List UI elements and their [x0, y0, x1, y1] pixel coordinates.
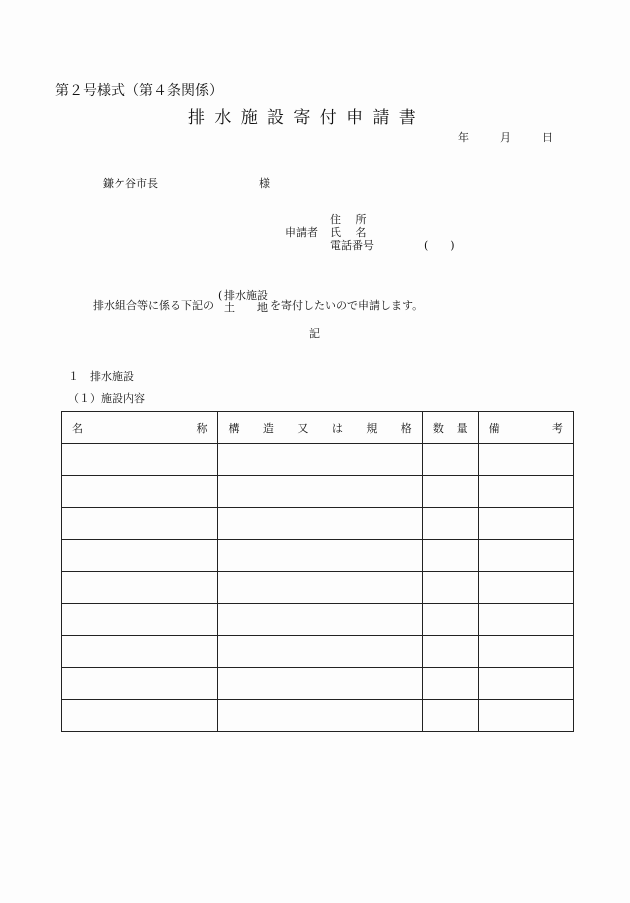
table-cell[interactable] [422, 700, 478, 732]
table-cell[interactable] [478, 604, 573, 636]
choice-bracket: ( [218, 289, 223, 302]
header-char: 量 [456, 421, 468, 435]
table-cell[interactable] [478, 540, 573, 572]
table-cell[interactable] [218, 604, 422, 636]
address-label: 住 所 [330, 213, 367, 226]
facility-table [61, 411, 574, 732]
table-cell[interactable] [422, 636, 478, 668]
table-cell[interactable] [422, 604, 478, 636]
table-cell[interactable] [62, 540, 218, 572]
body-text-before: 排水組合等に係る下記の [93, 299, 214, 312]
table-row [62, 508, 574, 540]
table-cell[interactable] [218, 540, 422, 572]
header-quantity [422, 412, 478, 444]
date-line [458, 129, 553, 145]
section-heading: １ 排水施設 [68, 370, 134, 383]
table-cell[interactable] [218, 700, 422, 732]
table-body [62, 444, 574, 732]
body-text-after: を寄付したいので申請します。 [270, 299, 424, 312]
addressee: 鎌ケ谷市長 [103, 177, 158, 190]
phone-label: 電話番号 [330, 239, 374, 252]
table-cell[interactable] [478, 476, 573, 508]
table-cell[interactable] [478, 572, 573, 604]
ki-heading: 記 [309, 327, 320, 340]
applicant-label: 申請者 [285, 226, 318, 239]
header-remarks [478, 412, 573, 444]
table-cell[interactable] [218, 508, 422, 540]
header-char: 名 [72, 421, 83, 435]
table-cell[interactable] [218, 636, 422, 668]
header-char: 構 [228, 421, 240, 435]
header-char: は [331, 421, 343, 435]
option-land: 土 地 [224, 301, 268, 314]
option-drainage: 排水施設 [224, 289, 268, 302]
form-number: 第２号様式（第４条関係） [55, 83, 223, 99]
header-char: 数 [432, 421, 444, 435]
table-cell[interactable] [478, 668, 573, 700]
table-cell[interactable] [478, 700, 573, 732]
table-row [62, 540, 574, 572]
table-row [62, 476, 574, 508]
table-cell[interactable] [62, 444, 218, 476]
table-cell[interactable] [62, 668, 218, 700]
table-cell[interactable] [62, 636, 218, 668]
page-title: 排水施設寄付申請書 [188, 108, 426, 128]
table-cell[interactable] [62, 604, 218, 636]
table-cell[interactable] [62, 572, 218, 604]
table-row [62, 636, 574, 668]
table-cell[interactable] [478, 444, 573, 476]
table-header-row [62, 412, 574, 444]
table-cell[interactable] [62, 476, 218, 508]
table-cell[interactable] [422, 476, 478, 508]
table-cell[interactable] [478, 636, 573, 668]
table-cell[interactable] [422, 572, 478, 604]
subsection-heading: （１）施設内容 [68, 392, 145, 405]
header-char: 格 [400, 421, 412, 435]
header-char: 称 [196, 421, 208, 435]
table-cell[interactable] [218, 572, 422, 604]
table-row [62, 604, 574, 636]
header-structure [218, 412, 422, 444]
table-row [62, 668, 574, 700]
name-label: 氏 名 [330, 226, 367, 239]
table-cell[interactable] [422, 508, 478, 540]
table-cell[interactable] [62, 508, 218, 540]
header-char: 規 [366, 421, 378, 435]
table-cell[interactable] [218, 668, 422, 700]
date-year-label: 年 [458, 131, 469, 144]
table-cell[interactable] [478, 508, 573, 540]
header-name [62, 412, 218, 444]
table-cell[interactable] [218, 476, 422, 508]
table-cell[interactable] [62, 700, 218, 732]
table-row [62, 444, 574, 476]
date-day-label: 日 [542, 131, 553, 144]
table-cell[interactable] [218, 444, 422, 476]
header-char: 又 [297, 421, 309, 435]
header-char: 備 [488, 421, 500, 435]
table-cell[interactable] [422, 668, 478, 700]
table-row [62, 572, 574, 604]
header-char: 考 [552, 421, 563, 435]
header-char: 造 [262, 421, 274, 435]
honorific: 様 [259, 177, 270, 190]
date-month-label: 月 [500, 131, 511, 144]
table-cell[interactable] [422, 540, 478, 572]
table-row [62, 700, 574, 732]
table-cell[interactable] [422, 444, 478, 476]
phone-parentheses: ( ) [424, 239, 455, 252]
